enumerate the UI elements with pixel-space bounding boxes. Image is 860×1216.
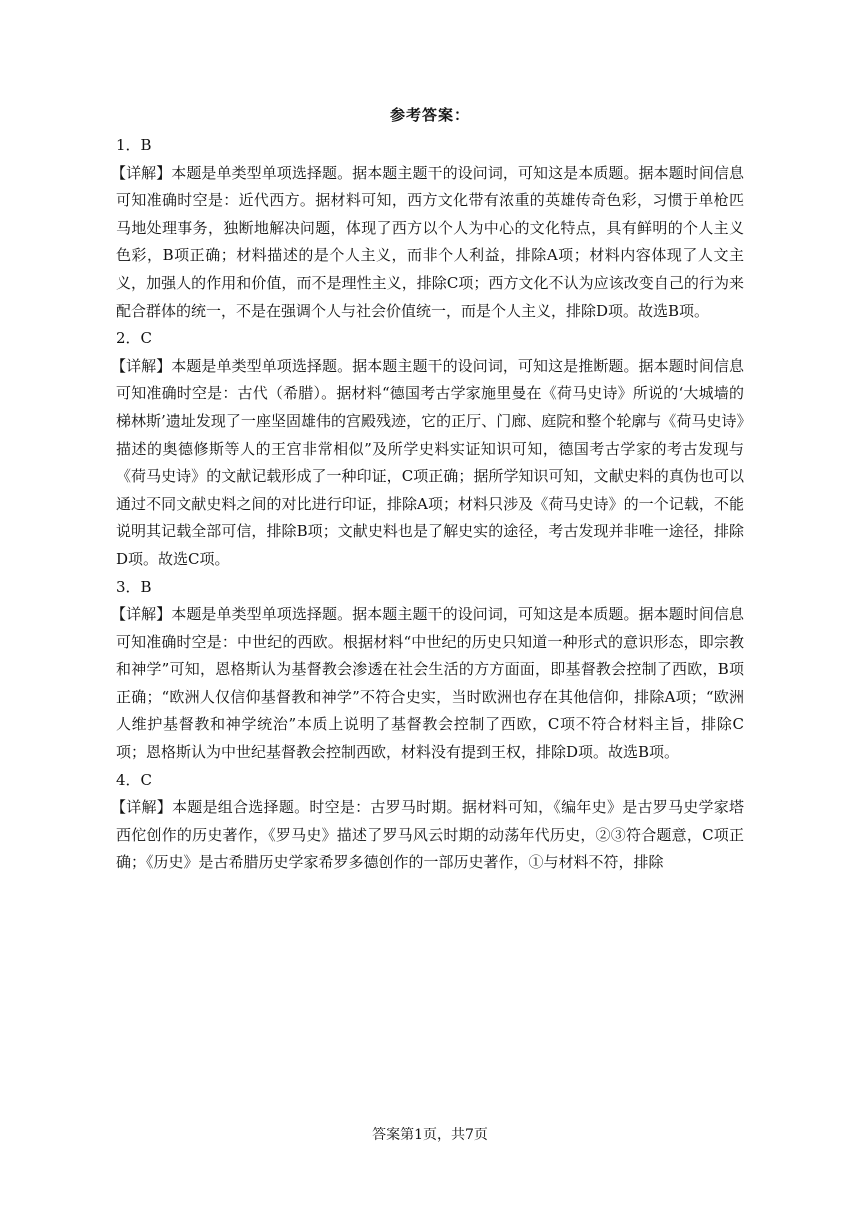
answer-list (111, 132, 744, 877)
answer-explanation: 【详解】本题是单类型单项选择题。据本题主题干的设问词，可知这是本质题。据本题时间信息可知准确时空是：近代西方。据材料可知，西方文化带有浓重的英雄传奇色彩，习惯于单枪匹马地处理事务，独断地解决问题，体现了西方以个人为中心的文化特点，具有鲜明的个人主义色彩，B项正确；材料描述的是个人主义，而非个人利益，排除A项；材料内容体现了人文主义，加强人的作用和价值，而不是理性主义，排除C项；西方文化不认为应该改变自己的行为来配合群体的统一，不是在强调个人与社会价值统一，而是个人主义，排除D项。故选B项。 (111, 163, 744, 320)
answer-item (111, 325, 744, 573)
question-number: 3．B (116, 577, 152, 596)
page-footer: 答案第1页，共7页 (372, 1127, 488, 1143)
answer-explanation: 【详解】本题是单类型单项选择题。据本题主题干的设问词，可知这是本质题。据本题时间信息可知准确时空是：中世纪的西欧。根据材料“中世纪的历史只知道一种形式的意识形态，即宗教和神学”可知，恩格斯认为基督教会渗透在社会生活的方方面面，即基督教会控制了西欧，B项正确；“欧洲人仅信仰基督教和神学”不符合史实，当时欧洲也存在其他信仰，排除A项；“欧洲人维护基督教和神学统治”本质上说明了基督教会控制了西欧，C项不符合材料主旨，排除C项；恩格斯认为中世纪基督教会控制西欧，材料没有提到王权，排除D项。故选B项。 (111, 605, 744, 762)
answer-explanation: 【详解】本题是单类型单项选择题。据本题主题干的设问词，可知这是推断题。据本题时间信息可知准确时空是：古代（希腊）。据材料“德国考古学家施里曼在《荷马史诗》所说的‘大城墙的梯林斯’遗址发现了一座坚固雄伟的宫殿残迹，它的正厅、门廊、庭院和整个轮廓与《荷马史诗》描述的奥德修斯等人的王宫非常相似”及所学史料实证知识可知，德国考古学家的考古发现与《荷马史诗》的文献记载形成了一种印证，C项正确；据所学知识可知，文献史料的真伪也可以通过不同文献史料之间的对比进行印证，排除A项；材料只涉及《荷马史诗》的一个记载，不能说明其记载全部可信，排除B项；文献史料也是了解史实的途径，考古发现并非唯一途径，排除D项。故选C项。 (111, 356, 744, 568)
question-number: 1．B (116, 136, 152, 154)
question-number: 2．C (116, 329, 153, 348)
answer-item (111, 767, 744, 877)
answer-item (111, 132, 744, 325)
answer-explanation: 【详解】本题是组合选择题。时空是：古罗马时期。据材料可知，《编年史》是古罗马史学家塔西佗创作的历史著作，《罗马史》描述了罗马风云时期的动荡年代历史，②③符合题意，C项正确；《历史》是古希腊历史学家希罗多德创作的一部历史著作，①与材料不符，排除 (111, 798, 744, 872)
answer-item (111, 574, 744, 767)
page-title: 参考答案： (389, 106, 470, 124)
question-number: 4．C (116, 770, 153, 789)
